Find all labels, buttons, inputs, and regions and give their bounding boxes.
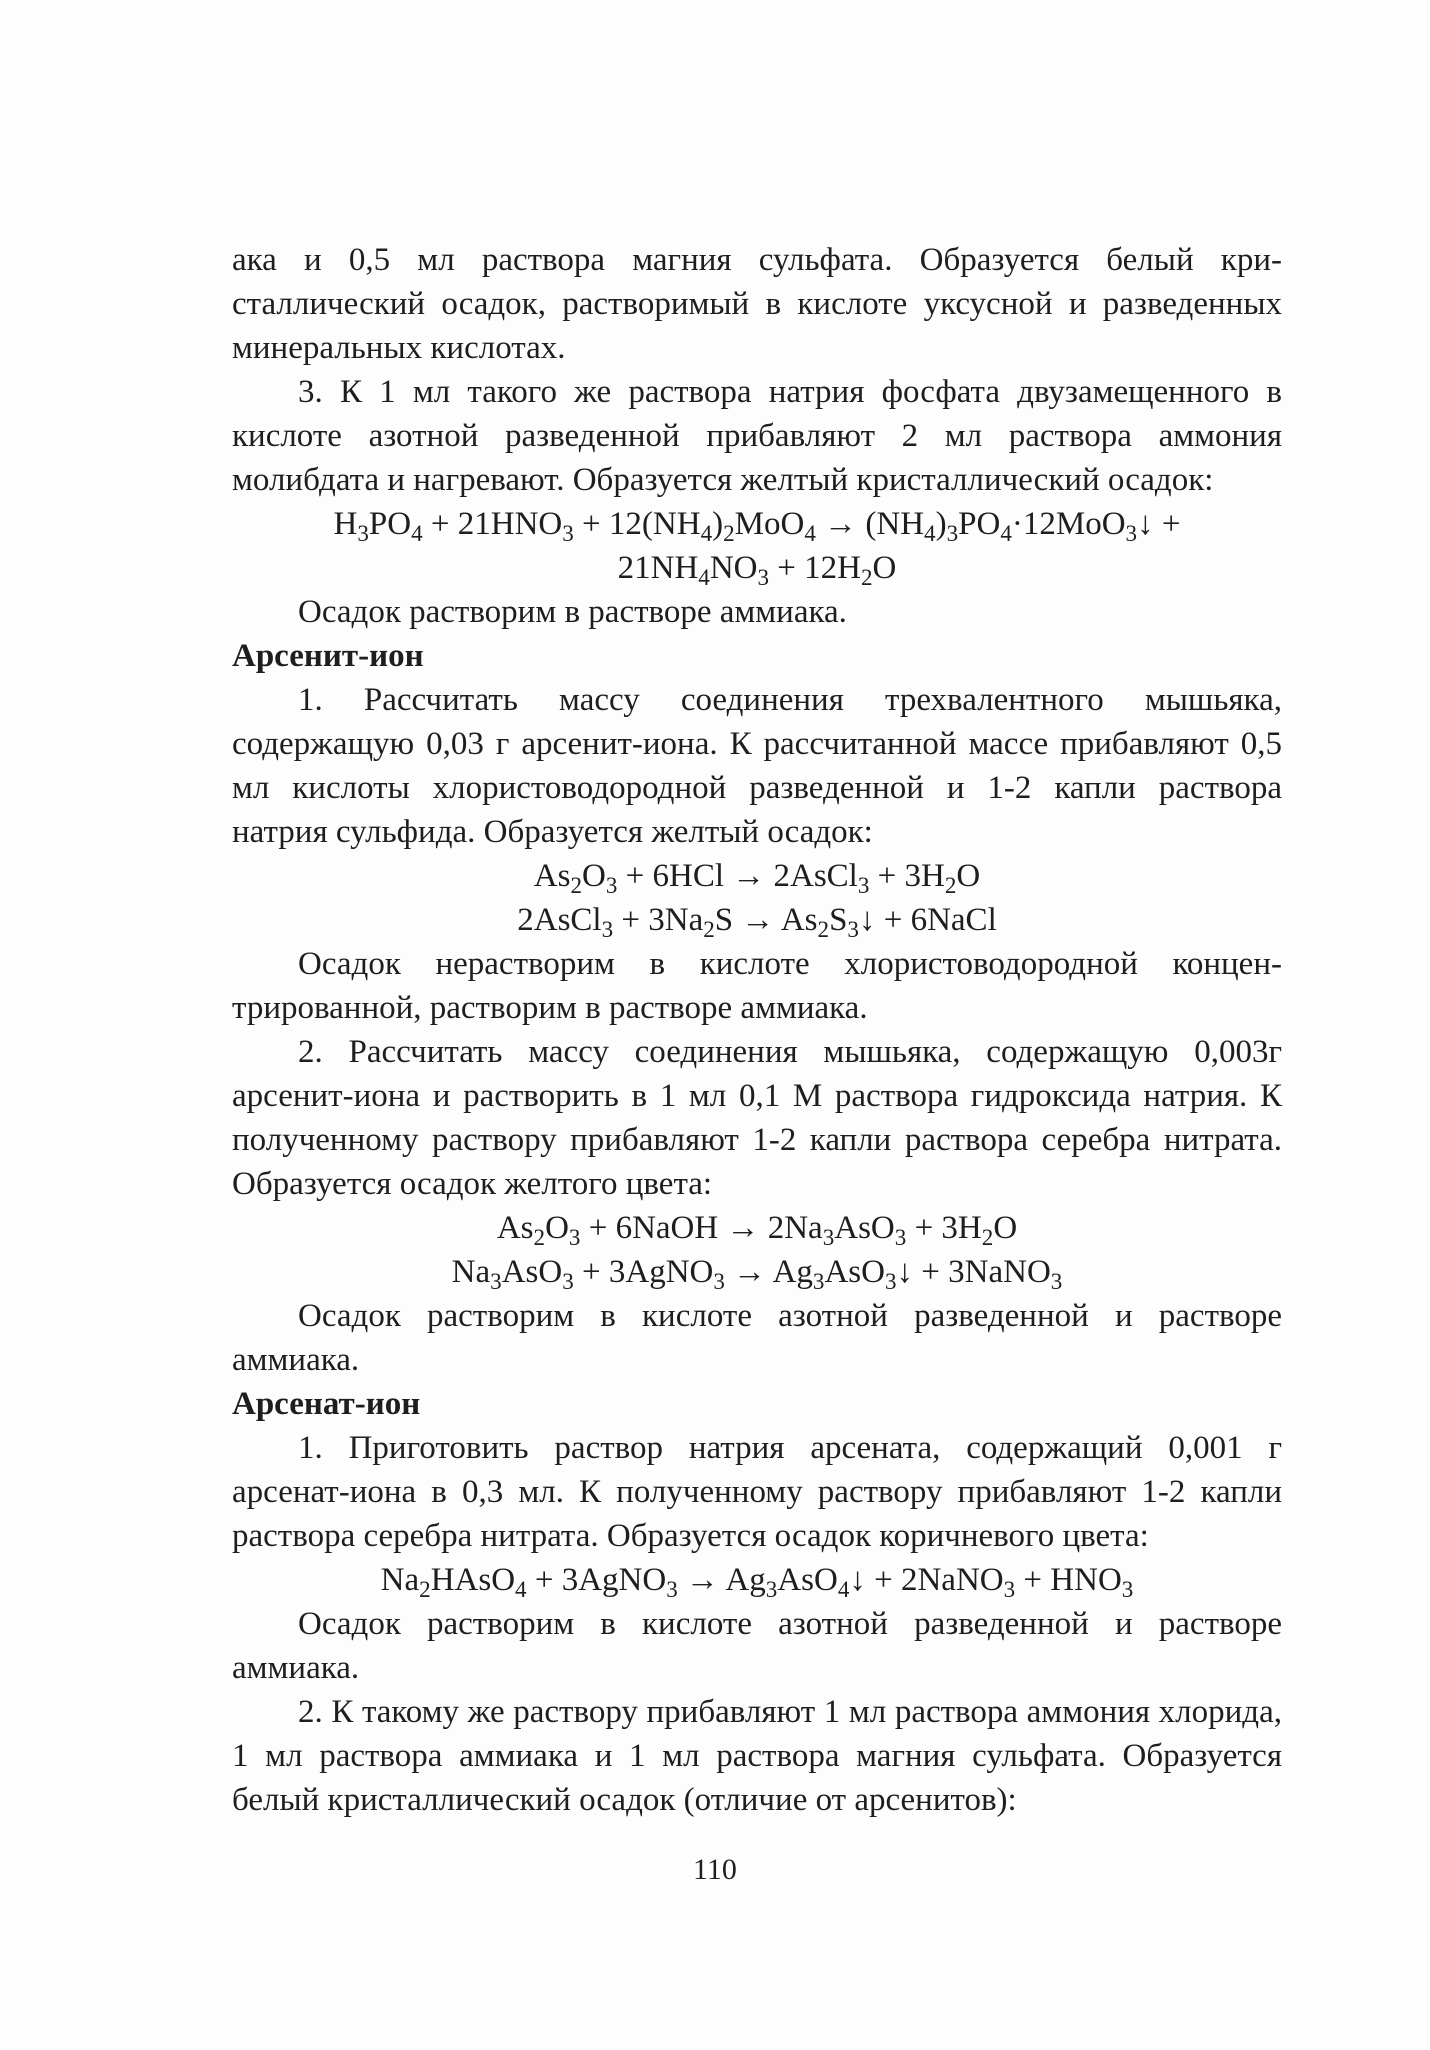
subscript: 4 <box>700 519 713 546</box>
subscript: 3 <box>757 563 770 590</box>
subscript: 4 <box>515 1575 527 1602</box>
equation-phosphate-molybdate-continued: $21NH_4NO_3 + 12H_2O$ <box>617 550 897 590</box>
paragraph: Осадок растворим в растворе аммиака. <box>298 594 847 630</box>
subscript: 3 <box>562 519 574 546</box>
subscript: 3 <box>357 519 369 546</box>
page-content <box>232 238 1282 1822</box>
paragraph: 3. К 1 мл такого же раствора натрия фосфата двузамещенного в кислоте азотной разведенной прибавляют 2 мл раствора аммония молибдата и нагревают. Образуется желтый кристаллический осадок: <box>232 374 1282 498</box>
subscript: 3 <box>894 1223 907 1250</box>
subscript: 2 <box>703 915 715 942</box>
subscript: 2 <box>981 1223 994 1250</box>
paragraph: 1. Рассчитать массу соединения трехвалентного мышьяка, содержащую 0,03 г арсенит-иона. К рассчитанной массе прибавляют 0,5 мл кислоты хлористоводородной разведенной и 1-2 капли раствора натрия сульфида. Образуется желтый осадок: <box>232 682 1282 850</box>
paragraph: ака и 0,5 мл раствора магния сульфата. Образуется белый кристаллический осадок, растворимый в кислоте уксусной и разведенных минеральных кислотах. <box>232 242 1282 366</box>
subscript: 4 <box>837 1575 850 1602</box>
subscript: 2 <box>570 871 582 898</box>
subscript: 2 <box>817 915 830 942</box>
page-number: 110 <box>693 1853 737 1886</box>
subscript: 3 <box>1125 519 1138 546</box>
subscript: 3 <box>666 1575 678 1602</box>
subscript: 4 <box>698 563 710 590</box>
subscript: 2 <box>533 1223 546 1250</box>
subscript: 3 <box>946 519 959 546</box>
equation-arsenic-oxide-naoh: $As_2O_3$ + 6NaOH → $2Na_3AsO_3 + 3H_2O$ <box>496 1210 1018 1250</box>
subscript: 4 <box>411 519 423 546</box>
subscript: 4 <box>1000 519 1012 546</box>
paragraph: 1. Приготовить раствор натрия арсената, содержащий 0,001 г арсенат-иона в 0,3 мл. К полученному раствору прибавляют 1-2 капли раствора серебра нитрата. Образуется осадок коричневого цвета: <box>232 1430 1282 1554</box>
subscript: 4 <box>924 519 936 546</box>
subscript: 3 <box>490 1267 502 1294</box>
equation-arsenic-sulfide: 2AsCl$_3$ + $3Na_2S$ → $As_2S_3↓$ + 6NaCl <box>517 902 997 942</box>
equation-phosphate-molybdate: $H_3PO_4 + 21HNO_3 + 12(NH_4)_2MoO_4$ → $(NH_4)_3PO_4\cdot 12MoO_3↓$ + <box>333 506 1181 546</box>
section-heading-arsenate: Арсенат-ион <box>232 1386 421 1422</box>
subscript: 4 <box>804 519 816 546</box>
subscript: 3 <box>562 1267 574 1294</box>
paragraph: Осадок нерастворим в кислоте хлористоводородной концентрированной, растворим в растворе аммиака. <box>232 946 1282 1026</box>
subscript: 2 <box>861 563 873 590</box>
subscript: 3 <box>884 1267 897 1294</box>
subscript: 3 <box>713 1267 725 1294</box>
subscript: 3 <box>822 1223 835 1250</box>
subscript: 3 <box>812 1267 825 1294</box>
paragraph: Осадок растворим в кислоте азотной разведенной и растворе аммиака. <box>232 1298 1282 1378</box>
subscript: 3 <box>765 1575 778 1602</box>
subscript: 2 <box>419 1575 431 1602</box>
equation-arsenic-oxide-hcl: $As_2O_3 + 6HCl$ → 2AsCl$_3$ + $3H_2O$ <box>533 858 981 898</box>
subscript: 3 <box>568 1223 581 1250</box>
subscript: 3 <box>1050 1267 1063 1294</box>
section-heading-arsenite: Арсенит-ион <box>232 638 424 674</box>
equation-silver-arsenite: $Na_3AsO_3$ + 3AgNO$_3$ → $Ag_3AsO_3↓$ + 3NaNO$_3$ <box>451 1254 1063 1294</box>
subscript: 3 <box>847 915 859 942</box>
subscript: 3 <box>605 871 618 898</box>
paragraph: 2. Рассчитать массу соединения мышьяка, содержащую 0,003г арсенит-иона и растворить в 1 мл 0,1 М раствора гидроксида натрия. К полученному раствору прибавляют 1-2 капли раствора серебра нитрата. Образуется осадок желтого цвета: <box>232 1034 1282 1202</box>
paragraph: Осадок растворим в кислоте азотной разведенной и растворе аммиака. <box>232 1606 1282 1686</box>
subscript: 3 <box>601 915 614 942</box>
subscript: 3 <box>1003 1575 1016 1602</box>
subscript: 3 <box>1121 1575 1134 1602</box>
equation-silver-arsenate: $Na_2HAsO_4$ + 3AgNO$_3$ → $Ag_3AsO_4↓$ + 2NaNO$_3$ + $HNO_3$ <box>380 1562 1134 1602</box>
subscript: 2 <box>723 519 735 546</box>
subscript: 2 <box>944 871 957 898</box>
paragraph: 2. К такому же раствору прибавляют 1 мл раствора аммония хлорида, 1 мл раствора аммиака и 1 мл раствора магния сульфата. Образуется белый кристаллический осадок (отличие от арсенитов): <box>232 1694 1282 1818</box>
subscript: 3 <box>857 871 870 898</box>
